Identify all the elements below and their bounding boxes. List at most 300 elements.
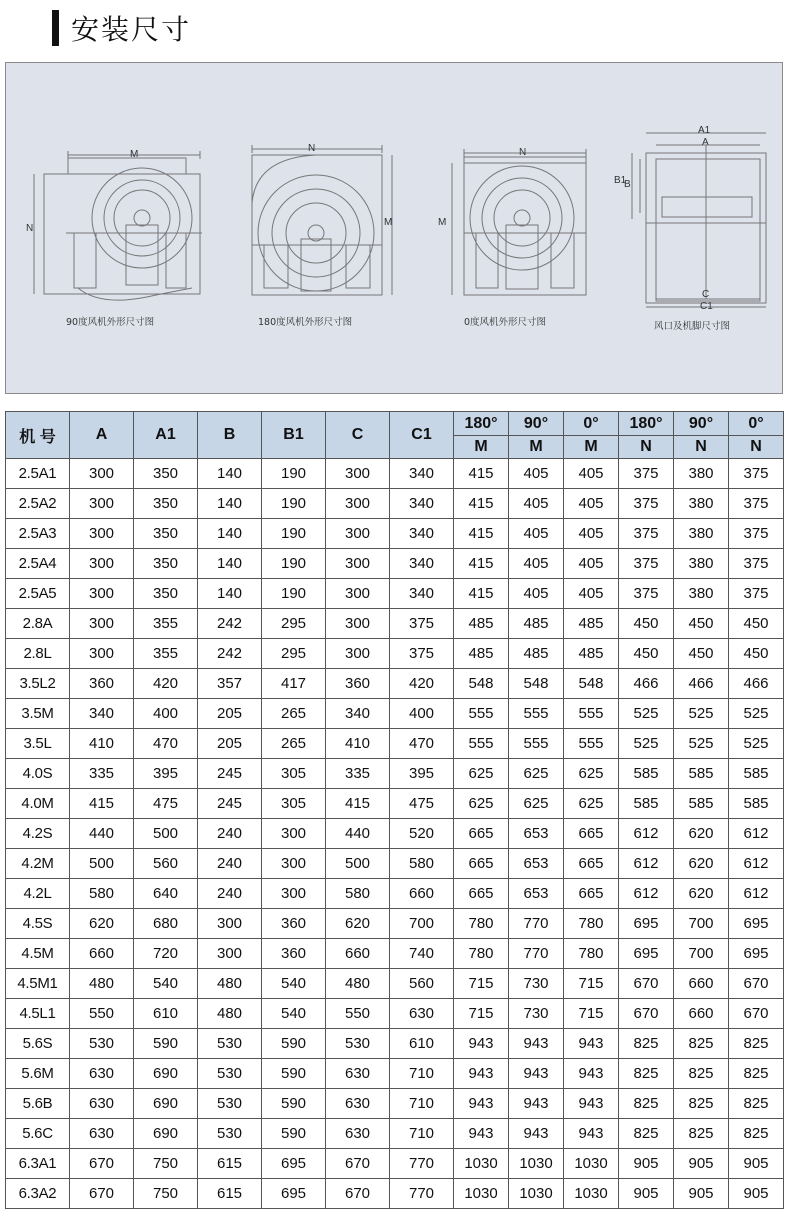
value-cell: 715 [454,999,509,1029]
value-cell: 525 [729,729,784,759]
model-cell: 4.5L1 [6,999,70,1029]
model-cell: 4.5M1 [6,969,70,999]
value-cell: 305 [262,789,326,819]
value-cell: 665 [454,819,509,849]
value-cell: 300 [326,579,390,609]
value-cell: 695 [619,939,674,969]
value-cell: 300 [70,459,134,489]
value-cell: 770 [509,939,564,969]
value-cell: 530 [198,1119,262,1149]
value-cell: 660 [674,969,729,999]
value-cell: 780 [454,909,509,939]
value-cell: 450 [619,609,674,639]
value-cell: 612 [729,879,784,909]
value-cell: 140 [198,489,262,519]
table-row [6,999,784,1029]
value-cell: 360 [262,939,326,969]
model-cell: 2.8A [6,609,70,639]
fig4-dim-b1: B1 [614,175,627,186]
value-cell: 695 [262,1149,326,1179]
model-cell: 4.0M [6,789,70,819]
value-cell: 825 [619,1029,674,1059]
value-cell: 700 [390,909,454,939]
value-cell: 550 [326,999,390,1029]
value-cell: 590 [262,1089,326,1119]
value-cell: 410 [70,729,134,759]
value-cell: 580 [70,879,134,909]
table-row [6,1089,784,1119]
value-cell: 625 [509,759,564,789]
value-cell: 943 [454,1119,509,1149]
header-sub-m-0: M [564,436,619,459]
value-cell: 415 [454,459,509,489]
fig4-dim-a: A [702,137,709,148]
value-cell: 520 [390,819,454,849]
fig4-caption: 风口及机脚尺寸图 [654,321,731,332]
value-cell: 700 [674,909,729,939]
value-cell: 300 [70,609,134,639]
value-cell: 475 [390,789,454,819]
value-cell: 555 [454,699,509,729]
value-cell: 585 [619,789,674,819]
value-cell: 550 [70,999,134,1029]
value-cell: 1030 [564,1179,619,1209]
value-cell: 190 [262,549,326,579]
value-cell: 480 [198,969,262,999]
value-cell: 620 [674,879,729,909]
value-cell: 466 [729,669,784,699]
value-cell: 540 [262,999,326,1029]
value-cell: 585 [619,759,674,789]
table-row [6,699,784,729]
value-cell: 300 [70,549,134,579]
value-cell: 350 [134,549,198,579]
value-cell: 530 [198,1089,262,1119]
table-row [6,669,784,699]
value-cell: 585 [729,759,784,789]
value-cell: 340 [326,699,390,729]
value-cell: 943 [509,1119,564,1149]
value-cell: 405 [564,579,619,609]
value-cell: 205 [198,729,262,759]
value-cell: 630 [390,999,454,1029]
value-cell: 470 [134,729,198,759]
model-cell: 5.6M [6,1059,70,1089]
model-cell: 2.5A3 [6,519,70,549]
value-cell: 300 [326,459,390,489]
model-cell: 4.2S [6,819,70,849]
value-cell: 415 [454,579,509,609]
table-row [6,459,784,489]
value-cell: 415 [454,549,509,579]
table-row [6,1029,784,1059]
dimension-drawings [6,63,782,393]
value-cell: 190 [262,519,326,549]
value-cell: 625 [564,789,619,819]
value-cell: 140 [198,519,262,549]
value-cell: 375 [390,639,454,669]
value-cell: 943 [564,1029,619,1059]
model-cell: 4.2M [6,849,70,879]
value-cell: 690 [134,1089,198,1119]
value-cell: 380 [674,579,729,609]
value-cell: 300 [326,609,390,639]
value-cell: 485 [509,609,564,639]
value-cell: 730 [509,999,564,1029]
header-sub-n-0: N [729,436,784,459]
fig2-caption: 180度风机外形尺寸图 [258,317,353,328]
value-cell: 943 [564,1119,619,1149]
value-cell: 240 [198,879,262,909]
value-cell: 190 [262,579,326,609]
value-cell: 640 [134,879,198,909]
value-cell: 265 [262,729,326,759]
value-cell: 265 [262,699,326,729]
value-cell: 670 [326,1179,390,1209]
value-cell: 585 [674,759,729,789]
value-cell: 670 [619,999,674,1029]
table-body [6,459,784,1209]
value-cell: 548 [509,669,564,699]
value-cell: 360 [326,669,390,699]
value-cell: 1030 [509,1179,564,1209]
value-cell: 380 [674,519,729,549]
value-cell: 690 [134,1059,198,1089]
value-cell: 350 [134,489,198,519]
value-cell: 905 [729,1149,784,1179]
value-cell: 730 [509,969,564,999]
header-angle-m-0: 0° [564,412,619,436]
value-cell: 300 [326,489,390,519]
table-row [6,1059,784,1089]
value-cell: 612 [619,849,674,879]
value-cell: 485 [564,609,619,639]
value-cell: 440 [326,819,390,849]
value-cell: 1030 [509,1149,564,1179]
value-cell: 780 [564,939,619,969]
fig3-dim-side: M [438,217,447,228]
model-cell: 2.5A5 [6,579,70,609]
model-cell: 3.5L2 [6,669,70,699]
section-header [52,8,191,48]
value-cell: 612 [729,819,784,849]
value-cell: 305 [262,759,326,789]
dimension-table [5,411,784,1209]
value-cell: 560 [390,969,454,999]
header-b1: B1 [262,412,326,459]
value-cell: 450 [729,639,784,669]
value-cell: 750 [134,1179,198,1209]
table-row [6,879,784,909]
value-cell: 405 [509,489,564,519]
value-cell: 620 [70,909,134,939]
value-cell: 340 [70,699,134,729]
value-cell: 625 [454,759,509,789]
value-cell: 825 [729,1029,784,1059]
value-cell: 380 [674,459,729,489]
value-cell: 375 [729,549,784,579]
table-row [6,1119,784,1149]
value-cell: 825 [619,1119,674,1149]
value-cell: 405 [509,579,564,609]
value-cell: 660 [390,879,454,909]
value-cell: 630 [326,1059,390,1089]
table-row [6,939,784,969]
value-cell: 375 [729,519,784,549]
value-cell: 300 [262,879,326,909]
value-cell: 653 [509,819,564,849]
value-cell: 340 [390,489,454,519]
value-cell: 375 [619,519,674,549]
fan-0-drawing [452,149,586,295]
value-cell: 355 [134,609,198,639]
header-sub-m-180: M [454,436,509,459]
value-cell: 625 [564,759,619,789]
value-cell: 405 [509,549,564,579]
value-cell: 905 [674,1179,729,1209]
fig2-dim-top: N [308,143,316,154]
value-cell: 590 [134,1029,198,1059]
value-cell: 400 [390,699,454,729]
dimension-figures-panel [5,62,783,394]
value-cell: 415 [454,489,509,519]
value-cell: 780 [564,909,619,939]
value-cell: 825 [729,1119,784,1149]
value-cell: 615 [198,1179,262,1209]
value-cell: 710 [390,1119,454,1149]
value-cell: 525 [619,699,674,729]
value-cell: 525 [619,729,674,759]
header-a: A [70,412,134,459]
value-cell: 300 [198,939,262,969]
header-sub-n-180: N [619,436,674,459]
model-cell: 2.8L [6,639,70,669]
value-cell: 500 [134,819,198,849]
value-cell: 943 [509,1089,564,1119]
header-angle-n-0: 0° [729,412,784,436]
value-cell: 660 [674,999,729,1029]
value-cell: 590 [262,1119,326,1149]
value-cell: 770 [390,1149,454,1179]
value-cell: 420 [134,669,198,699]
value-cell: 1030 [454,1149,509,1179]
value-cell: 530 [70,1029,134,1059]
table-row [6,789,784,819]
value-cell: 665 [564,849,619,879]
value-cell: 480 [70,969,134,999]
table-row [6,729,784,759]
value-cell: 715 [564,999,619,1029]
value-cell: 620 [326,909,390,939]
value-cell: 555 [509,729,564,759]
value-cell: 440 [70,819,134,849]
fig4-dim-b: B [624,179,631,190]
model-cell: 3.5L [6,729,70,759]
value-cell: 695 [619,909,674,939]
value-cell: 660 [70,939,134,969]
table-row [6,969,784,999]
value-cell: 620 [674,819,729,849]
value-cell: 530 [198,1059,262,1089]
table-header [6,412,784,459]
value-cell: 720 [134,939,198,969]
value-cell: 630 [70,1119,134,1149]
value-cell: 415 [70,789,134,819]
value-cell: 555 [454,729,509,759]
value-cell: 375 [619,459,674,489]
value-cell: 943 [509,1029,564,1059]
table-row [6,489,784,519]
model-cell: 2.5A2 [6,489,70,519]
value-cell: 466 [619,669,674,699]
value-cell: 475 [134,789,198,819]
outlet-base-drawing [632,133,766,307]
value-cell: 466 [674,669,729,699]
value-cell: 630 [326,1119,390,1149]
value-cell: 470 [390,729,454,759]
value-cell: 715 [454,969,509,999]
value-cell: 630 [326,1089,390,1119]
value-cell: 417 [262,669,326,699]
value-cell: 240 [198,849,262,879]
value-cell: 770 [390,1179,454,1209]
value-cell: 590 [262,1029,326,1059]
value-cell: 300 [262,849,326,879]
value-cell: 670 [729,999,784,1029]
value-cell: 300 [198,909,262,939]
value-cell: 360 [70,669,134,699]
value-cell: 450 [674,609,729,639]
value-cell: 350 [134,459,198,489]
model-cell: 4.2L [6,879,70,909]
model-cell: 4.5S [6,909,70,939]
model-cell: 2.5A1 [6,459,70,489]
value-cell: 943 [564,1059,619,1089]
value-cell: 630 [70,1059,134,1089]
header-angle-m-90: 90° [509,412,564,436]
value-cell: 780 [454,939,509,969]
value-cell: 300 [262,819,326,849]
header-angle-n-90: 90° [674,412,729,436]
value-cell: 415 [454,519,509,549]
value-cell: 450 [674,639,729,669]
value-cell: 943 [454,1029,509,1059]
value-cell: 1030 [564,1149,619,1179]
value-cell: 355 [134,639,198,669]
value-cell: 825 [674,1089,729,1119]
value-cell: 585 [729,789,784,819]
fig2-dim-side: M [384,217,393,228]
header-b: B [198,412,262,459]
value-cell: 295 [262,609,326,639]
value-cell: 590 [262,1059,326,1089]
value-cell: 300 [70,489,134,519]
value-cell: 548 [454,669,509,699]
value-cell: 695 [729,939,784,969]
value-cell: 625 [509,789,564,819]
value-cell: 450 [729,609,784,639]
value-cell: 500 [70,849,134,879]
value-cell: 943 [454,1059,509,1089]
value-cell: 375 [619,549,674,579]
model-cell: 5.6C [6,1119,70,1149]
table-row [6,1179,784,1209]
value-cell: 380 [674,549,729,579]
fan-180-drawing [252,145,392,295]
fig1-caption: 90度风机外形尺寸图 [66,317,155,328]
value-cell: 300 [70,519,134,549]
value-cell: 665 [564,819,619,849]
value-cell: 750 [134,1149,198,1179]
value-cell: 245 [198,789,262,819]
value-cell: 612 [619,879,674,909]
value-cell: 825 [619,1059,674,1089]
value-cell: 205 [198,699,262,729]
value-cell: 375 [729,459,784,489]
value-cell: 670 [70,1179,134,1209]
value-cell: 710 [390,1059,454,1089]
value-cell: 240 [198,819,262,849]
value-cell: 690 [134,1119,198,1149]
value-cell: 415 [326,789,390,819]
value-cell: 653 [509,849,564,879]
header-angle-m-180: 180° [454,412,509,436]
value-cell: 770 [509,909,564,939]
table-row [6,819,784,849]
value-cell: 245 [198,759,262,789]
value-cell: 740 [390,939,454,969]
value-cell: 405 [564,519,619,549]
value-cell: 943 [564,1089,619,1119]
value-cell: 825 [674,1029,729,1059]
value-cell: 825 [729,1089,784,1119]
value-cell: 825 [674,1119,729,1149]
model-cell: 4.0S [6,759,70,789]
value-cell: 400 [134,699,198,729]
value-cell: 615 [198,1149,262,1179]
value-cell: 710 [390,1089,454,1119]
value-cell: 300 [326,519,390,549]
value-cell: 555 [564,699,619,729]
value-cell: 300 [70,579,134,609]
value-cell: 380 [674,489,729,519]
header-sub-m-90: M [509,436,564,459]
value-cell: 612 [729,849,784,879]
model-cell: 3.5M [6,699,70,729]
value-cell: 580 [326,879,390,909]
header-c: C [326,412,390,459]
value-cell: 340 [390,579,454,609]
value-cell: 540 [134,969,198,999]
value-cell: 530 [326,1029,390,1059]
table-row [6,579,784,609]
value-cell: 530 [198,1029,262,1059]
value-cell: 525 [729,699,784,729]
value-cell: 485 [509,639,564,669]
table-row [6,849,784,879]
value-cell: 405 [509,459,564,489]
header-row-1 [6,412,784,436]
value-cell: 610 [134,999,198,1029]
table-row [6,639,784,669]
value-cell: 905 [674,1149,729,1179]
table-row [6,759,784,789]
value-cell: 612 [619,819,674,849]
value-cell: 295 [262,639,326,669]
value-cell: 375 [619,579,674,609]
value-cell: 905 [619,1149,674,1179]
value-cell: 140 [198,459,262,489]
